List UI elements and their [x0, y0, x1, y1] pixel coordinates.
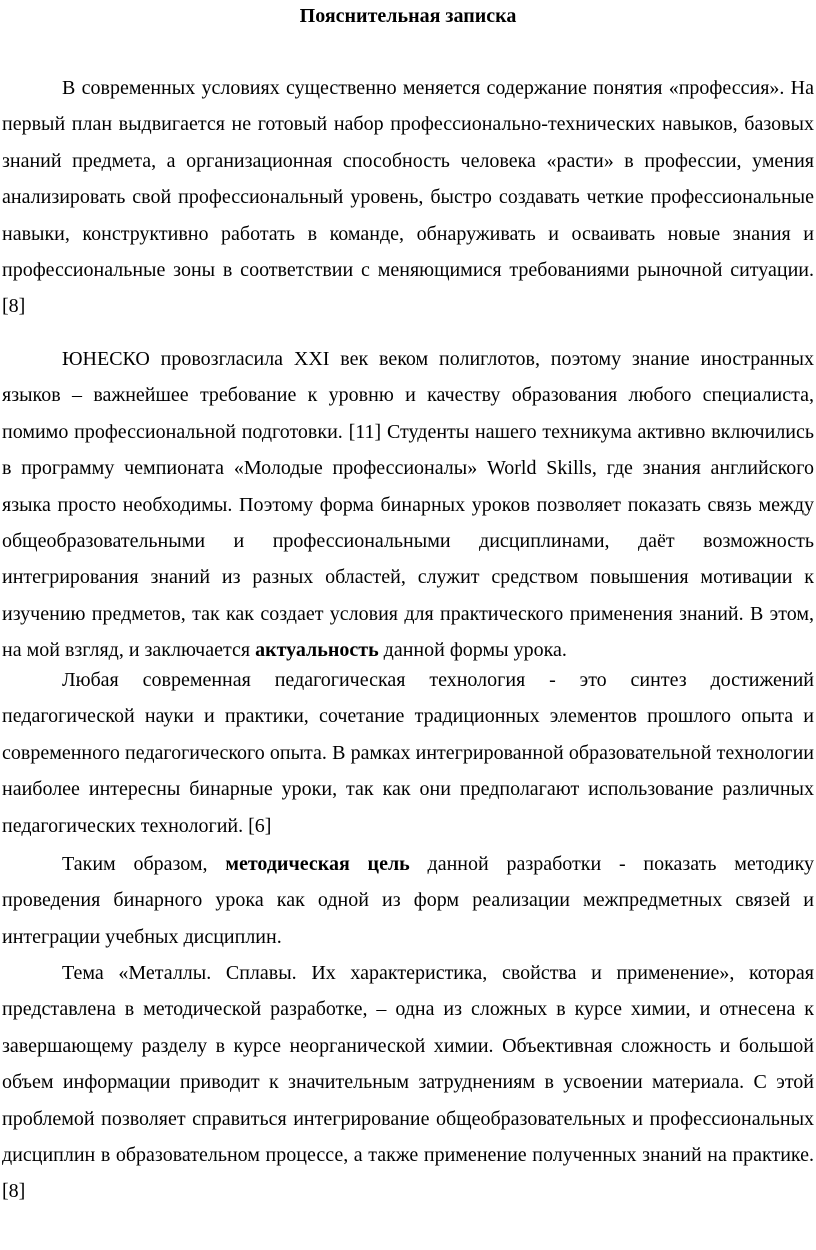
paragraph-4-text-before: Таким образом,: [62, 853, 226, 875]
paragraph-2-bold-term: актуальность: [255, 639, 379, 662]
paragraph-4: [2, 846, 814, 955]
paragraph-4-text-after: данной разработки - показать методику проведения бинарного урока как одной из форм реализации межпредметных связей и интеграции учебных дисциплин.: [2, 853, 814, 948]
paragraph-5: Тема «Металлы. Сплавы. Их характеристика, свойства и применение», которая представлена в методической разработке, – одна из сложных в курсе химии, и отнесена к завершающему разделу в курсе неорганической химии. Объективная сложность и большой объем информации приводит к значительным затруднениям в усвоении материала. С этой проблемой позволяет справиться интегрирование общеобразовательных и профессиональных дисциплин в образовательном процессе, а также применение полученных знаний на практике. [8]: [2, 962, 814, 1203]
paragraph-4-bold-term: методическая цель: [225, 853, 410, 875]
paragraph-3: Любая современная педагогическая технология - это синтез достижений педагогической науки и практики, сочетание традиционных элементов прошлого опыта и современного педагогического опыта. В рамках интегрированной образовательной технологии наиболее интересны бинарные уроки, так как они предполагают использование различных педагогических технологий. [6]: [2, 669, 814, 837]
page-title: Пояснительная записка: [299, 5, 517, 27]
paragraph-1: В современных условиях существенно меняется содержание понятия «профессия». На первый план выдвигается не готовый набор профессионально-технических навыков, базовых знаний предмета, а организационная способность человека «расти» в профессии, умения анализировать свой профессиональный уровень, быстро создавать четкие профессиональные навыки, конструктивно работать в команде, обнаруживать и осваивать новые знания и профессиональные зоны в соответствии с меняющимися требованиями рыночной ситуации. [8]: [2, 77, 814, 318]
paragraph-2: [2, 341, 814, 669]
paragraph-2-text-before: ЮНЕСКО провозгласила XXI век веком полиглотов, поэтому знание иностранных языков – важнейшее требование к уровню и качеству образования любого специалиста, помимо профессиональной подготовки. [11] Студенты нашего техникума активно включились в программу чемпионата «Молодые профессионалы» World Skills, где знания английского языка просто необходимы. Поэтому форма бинарных уроков позволяет показать связь между общеобразовательными и профессиональными дисциплинами, даёт возможность интегрирования знаний из разных областей, служит средством повышения мотивации к изучению предметов, так как создает условия для практического применения знаний. В этом, на мой взгляд, и заключается: [2, 348, 814, 662]
paragraph-2-text-after: данной формы урока.: [378, 639, 567, 662]
